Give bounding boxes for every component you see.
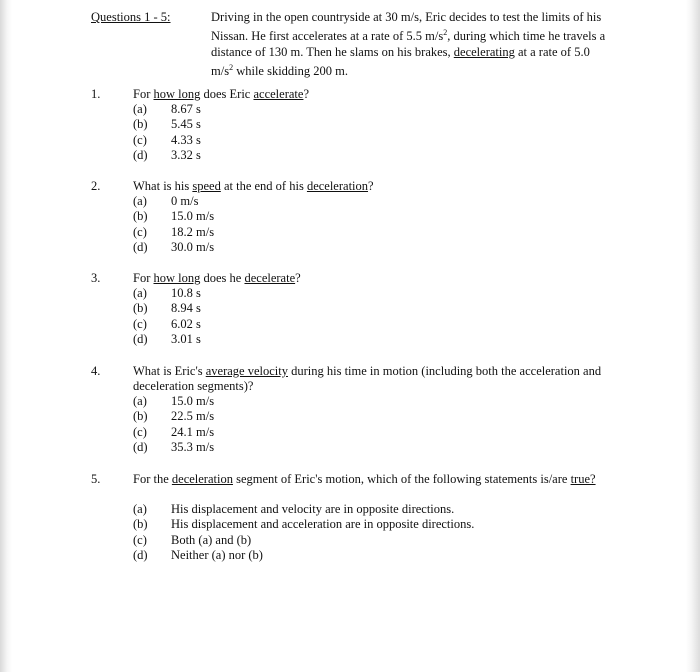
underlined-word: decelerating — [453, 44, 515, 59]
question-stem: What is his speed at the end of his deceleration? — [133, 179, 374, 193]
question-stem: For how long does Eric accelerate? — [133, 87, 309, 101]
question-number: 5. — [91, 472, 101, 486]
question-stem: What is Eric's average velocity during his time in motion (including both the acceleration and deceleration segments)? — [133, 364, 602, 393]
document-page: Questions 1 - 5: Driving in the open countryside at 30 m/s, Eric decides to test the limits of his Nissan. He first accelerates at a rate of 5.5 $m/s^2$, during which time he travels a distance of 130 m. Then he slams on his brakes, decelerating at a rate of 5.0 $m/s^2$ while skidding 200 m. 1. For how long does Eric accelerate? (a) 8.67 s (b) 5.45 s (c) 4.33 s (d) 3.32 s 2. What is his speed at the end of his deceleration? (a) 0 m/s (b) 15.0 m/s (c) 18.2 m/s (d) 30.0 m/s 3. For how long does he decelerate? (a) 10.8 s (b) 8.94 s (c) 6.02 s (d) 3.01 s 4. What is Eric's average velocity during his time in motion (including both the acceleration and deceleration segments)? (a) 15.0 m/s (b) 22.5 m/s (c) 24.1 m/s (d) 35.3 m/s 5. For the deceleration segment of Eric's motion, which of the following statements is/are true? (a) His displacement and velocity are in opposite directions. (b) His displacement and acceleration are in opposite directions. (c) Both (a) and (b) (d) Neither (a) nor (b) — [0, 0, 700, 672]
intro-label: Questions 1 - 5: — [91, 10, 171, 24]
superscript: 2 — [229, 62, 234, 72]
question-number: 4. — [91, 364, 101, 378]
superscript: 2 — [443, 28, 448, 38]
question-stem: For how long does he decelerate? — [133, 271, 301, 285]
intro-text: Driving in the open countryside at 30 m/s, Eric decides to test the limits of his Nissan. He first accelerates at a rate of 5.5 $m/s^2$, during which time he travels a distance of 130 m. Then he slams on his brakes, decelerating at a rate of 5.0 $m/s^2$ while skidding 200 m. — [211, 10, 606, 78]
page-edge-right — [686, 0, 700, 672]
page-edge-left — [0, 0, 12, 672]
question-number: 1. — [91, 87, 101, 101]
question-number: 2. — [91, 179, 101, 193]
question-stem: For the deceleration segment of Eric's motion, which of the following statements is/are true? — [133, 472, 596, 486]
question-number: 3. — [91, 271, 101, 285]
